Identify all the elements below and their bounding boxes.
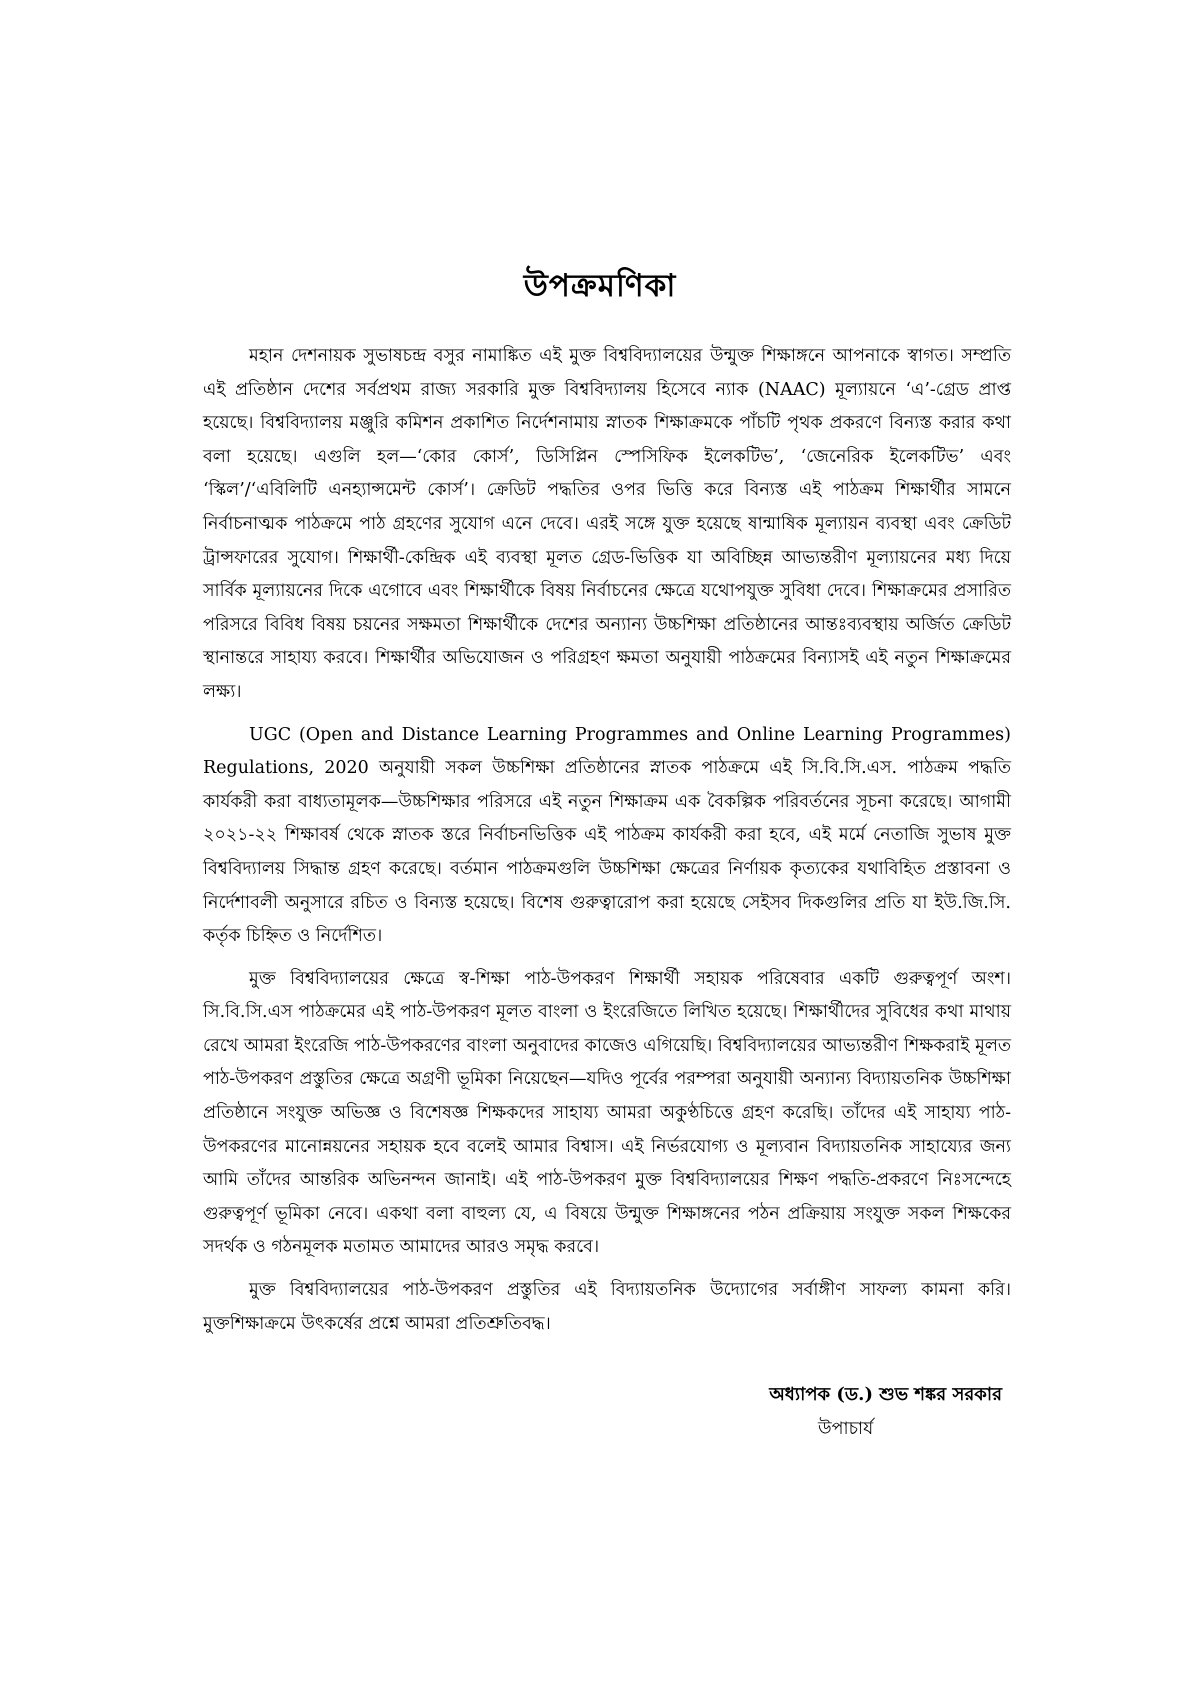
document-body [203, 340, 1011, 1350]
page-title: উপক্রমণিকা [523, 268, 677, 304]
paragraph-2: UGC (Open and Distance Learning Programmes and Online Learning Programmes) Regulations, 2020 অনুযায়ী সকল উচ্চশিক্ষা প্রতিষ্ঠানের স্নাতক পাঠক্রমে এই সি.বি.সি.এস. পাঠক্রম পদ্ধতি কার্যকরী করা বাধ্যতামূলক—উচ্চশিক্ষার পরিসরে এই নতুন শিক্ষাক্রম এক বৈকল্পিক পরিবর্তনের সূচনা করেছে। আগামী ২০২১-২২ শিক্ষাবর্ষ থেকে স্নাতক স্তরে নির্বাচনভিত্তিক এই পাঠক্রম কার্যকরী করা হবে, এই মর্মে নেতাজি সুভাষ মুক্ত বিশ্ববিদ্যালয় সিদ্ধান্ত গ্রহণ করেছে। বর্তমান পাঠক্রমগুলি উচ্চশিক্ষা ক্ষেত্রের নির্ণায়ক কৃত্যকের যথাবিহিত প্রস্তাবনা ও নির্দেশাবলী অনুসারে রচিত ও বিন্যস্ত হয়েছে। বিশেষ গুরুত্বারোপ করা হয়েছে সেইসব দিকগুলির প্রতি যা ইউ.জি.সি. কর্তৃক চিহ্নিত ও নির্দেশিত। [203, 724, 1011, 947]
paragraph-3: মুক্ত বিশ্ববিদ্যালয়ের ক্ষেত্রে স্ব-শিক্ষা পাঠ-উপকরণ শিক্ষার্থী সহায়ক পরিষেবার একটি গুরুত্বপূর্ণ অংশ। সি.বি.সি.এস পাঠক্রমের এই পাঠ-উপকরণ মূলত বাংলা ও ইংরেজিতে লিখিত হয়েছে। শিক্ষার্থীদের সুবিধের কথা মাথায় রেখে আমরা ইংরেজি পাঠ-উপকরণের বাংলা অনুবাদের কাজেও এগিয়েছি। বিশ্ববিদ্যালয়ের আভ্যন্তরীণ শিক্ষকরাই মূলত পাঠ-উপকরণ প্রস্তুতির ক্ষেত্রে অগ্রণী ভূমিকা নিয়েছেন—যদিও পূর্বের পরম্পরা অনুযায়ী অন্যান্য বিদ্যায়তনিক উচ্চশিক্ষা প্রতিষ্ঠানে সংযুক্ত অভিজ্ঞ ও বিশেষজ্ঞ শিক্ষকদের সাহায্য আমরা অকুণ্ঠচিত্তে গ্রহণ করেছি। তাঁদের এই সাহায্য পাঠ-উপকরণের মানোন্নয়নের সহায়ক হবে বলেই আমার বিশ্বাস। এই নির্ভরযোগ্য ও মূল্যবান বিদ্যায়তনিক সাহায্যের জন্য আমি তাঁদের আন্তরিক অভিনন্দন জানাই। এই পাঠ-উপকরণ মুক্ত বিশ্ববিদ্যালয়ের শিক্ষণ পদ্ধতি-প্রকরণে নিঃসন্দেহে গুরুত্বপূর্ণ ভূমিকা নেবে। একথা বলা বাহুল্য যে, এ বিষয়ে উন্মুক্ত শিক্ষাঙ্গনের পঠন প্রক্রিয়ায় সংযুক্ত সকল শিক্ষকের সদর্থক ও গঠনমূলক মতামত আমাদের আরও সমৃদ্ধ করবে। [203, 968, 1011, 1258]
signatory-designation: উপাচার্য [818, 1419, 874, 1439]
paragraph-4: মুক্ত বিশ্ববিদ্যালয়ের পাঠ-উপকরণ প্রস্তুতির এই বিদ্যায়তনিক উদ্যোগের সর্বাঙ্গীণ সাফল্য কামনা করি। মুক্তশিক্ষাক্রমে উৎকর্ষের প্রশ্নে আমরা প্রতিশ্রুতিবদ্ধ। [203, 1280, 1011, 1334]
signatory-name: অধ্যাপক (ড.) শুভ শঙ্কর সরকার [769, 1384, 1002, 1405]
paragraph-1: মহান দেশনায়ক সুভাষচন্দ্র বসুর নামাঙ্কিত এই মুক্ত বিশ্ববিদ্যালয়ের উন্মুক্ত শিক্ষাঙ্গনে আপনাকে স্বাগত। সম্প্রতি এই প্রতিষ্ঠান দেশের সর্বপ্রথম রাজ্য সরকারি মুক্ত বিশ্ববিদ্যালয় হিসেবে ন্যাক (NAAC) মূল্যায়নে ‘এ’-গ্রেড প্রাপ্ত হয়েছে। বিশ্ববিদ্যালয় মঞ্জুরি কমিশন প্রকাশিত নির্দেশনামায় স্নাতক শিক্ষাক্রমকে পাঁচটি পৃথক প্রকরণে বিন্যস্ত করার কথা বলা হয়েছে। এগুলি হল—‘কোর কোর্স’, ডিসিপ্লিন স্পেসিফিক ইলেকটিভ’, ‘জেনেরিক ইলেকটিভ’ এবং ‘স্কিল’/‘এবিলিটি এনহ্যান্সমেন্ট কোর্স’। ক্রেডিট পদ্ধতির ওপর ভিত্তি করে বিন্যস্ত এই পাঠক্রম শিক্ষার্থীর সামনে নির্বাচনাত্মক পাঠক্রমে পাঠ গ্রহণের সুযোগ এনে দেবে। এরই সঙ্গে যুক্ত হয়েছে ষান্মাষিক মূল্যায়ন ব্যবস্থা এবং ক্রেডিট ট্রান্সফারের সুযোগ। শিক্ষার্থী-কেন্দ্রিক এই ব্যবস্থা মূলত গ্রেড-ভিত্তিক যা অবিচ্ছিন্ন আভ্যন্তরীণ মূল্যায়নের মধ্য দিয়ে সার্বিক মূল্যায়নের দিকে এগোবে এবং শিক্ষার্থীকে বিষয় নির্বাচনের ক্ষেত্রে যথোপযুক্ত সুবিধা দেবে। শিক্ষাক্রমের প্রসারিত পরিসরে বিবিধ বিষয় চয়নের সক্ষমতা শিক্ষার্থীকে দেশের অন্যান্য উচ্চশিক্ষা প্রতিষ্ঠানের আন্তঃব্যবস্থায় অর্জিত ক্রেডিট স্থানান্তরে সাহায্য করবে। শিক্ষার্থীর অভিযোজন ও পরিগ্রহণ ক্ষমতা অনুযায়ী পাঠক্রমের বিন্যাসই এই নতুন শিক্ষাক্রমের লক্ষ্য। [203, 346, 1012, 702]
